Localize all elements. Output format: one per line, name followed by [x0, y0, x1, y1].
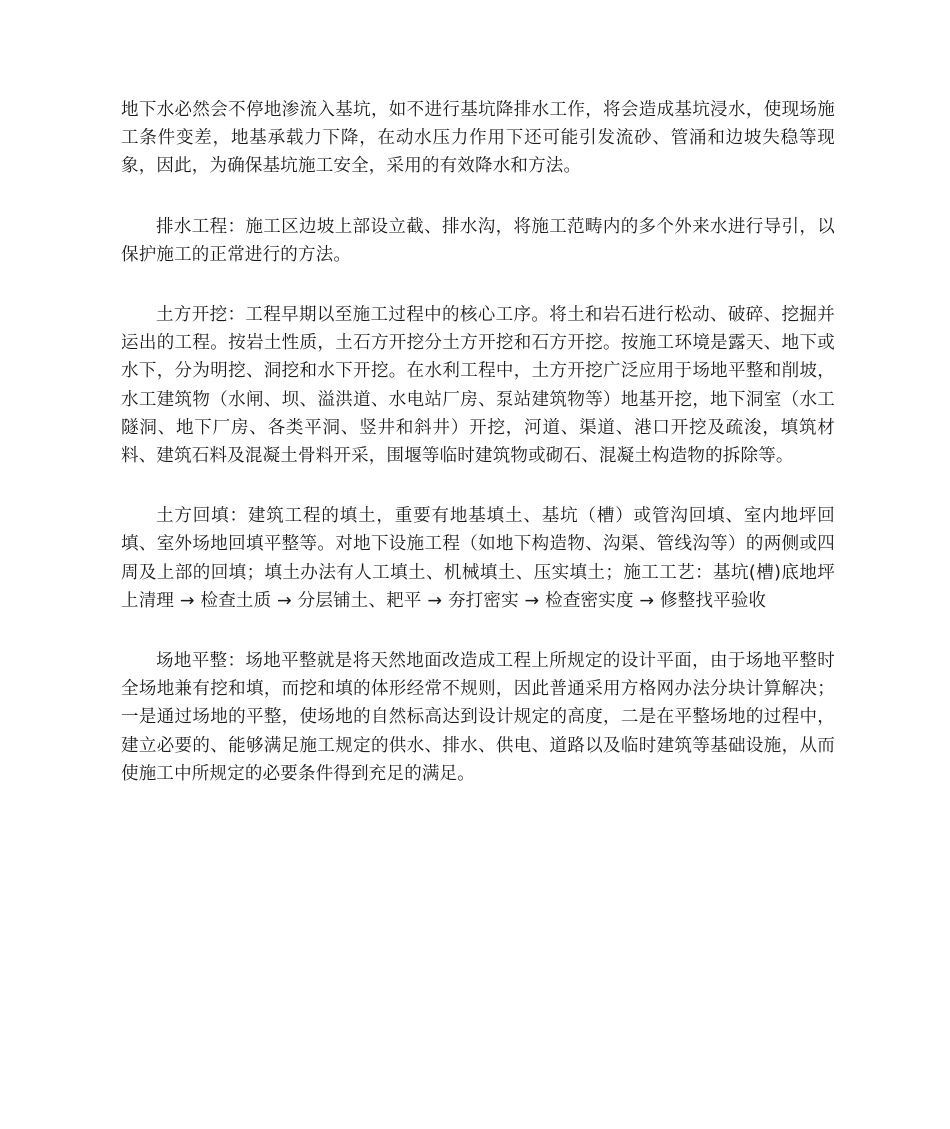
paragraph-drainage: 排水工程：施工区边坡上部设立截、排水沟，将施工范畴内的多个外来水进行导引，以保护施工的正常进行的方法。	[121, 216, 835, 265]
paragraph-spacer	[121, 470, 835, 502]
paragraph-spacer	[121, 181, 835, 213]
paragraph-spacer	[121, 269, 835, 301]
paragraph-backfill: 土方回填：建筑工程的填土，重要有地基填土、基坑（槽）或管沟回填、室内地坪回填、室外场地回填平整等。对地下设施工程（如地下构造物、沟渠、管线沟等）的两侧或四周及上部的回填；填土办法有人工填土、机械填土、压实填土；施工工艺：基坑(槽)底地坪上清理 → 检查土质 → 分层铺土、耙平 → 夯打密实 → 检查密实度 → 修整找平验收	[121, 506, 835, 611]
paragraph-site-leveling: 场地平整：场地平整就是将天然地面改造成工程上所规定的设计平面，由于场地平整时全场地兼有挖和填，而挖和填的体形经常不规则，因此普通采用方格网办法分块计算解决；一是通过场地的平整，使场地的自然标高达到设计规定的高度，二是在平整场地的过程中，建立必要的、能够满足施工规定的供水、排水、供电、道路以及临时建筑等基础设施，从而使施工中所规定的必要条件得到充足的满足。	[121, 651, 835, 784]
paragraph-excavation: 土方开挖：工程早期以至施工过程中的核心工序。将土和岩石进行松动、破碎、挖掘并运出的工程。按岩土性质，土石方开挖分土方开挖和石方开挖。按施工环境是露天、地下或水下，分为明挖、洞挖和水下开挖。在水利工程中，土方开挖广泛应用于场地平整和削坡，水工建筑物（水闸、坝、溢洪道、水电站厂房、泵站建筑物等）地基开挖，地下洞室（水工隧洞、地下厂房、各类平洞、竖井和斜井）开挖，河道、渠道、港口开挖及疏浚，填筑材料、建筑石料及混凝土骨料开采，围堰等临时建筑物或砌石、混凝土构造物的拆除等。	[121, 305, 835, 467]
paragraph-spacer	[121, 615, 835, 647]
document-body	[121, 96, 835, 788]
paragraph-groundwater: 地下水必然会不停地渗流入基坑，如不进行基坑降排水工作，将会造成基坑浸水，使现场施工条件变差，地基承载力下降，在动水压力作用下还可能引发流砂、管涌和边坡失稳等现象，因此，为确保基坑施工安全，采用的有效降水和方法。	[121, 100, 835, 177]
